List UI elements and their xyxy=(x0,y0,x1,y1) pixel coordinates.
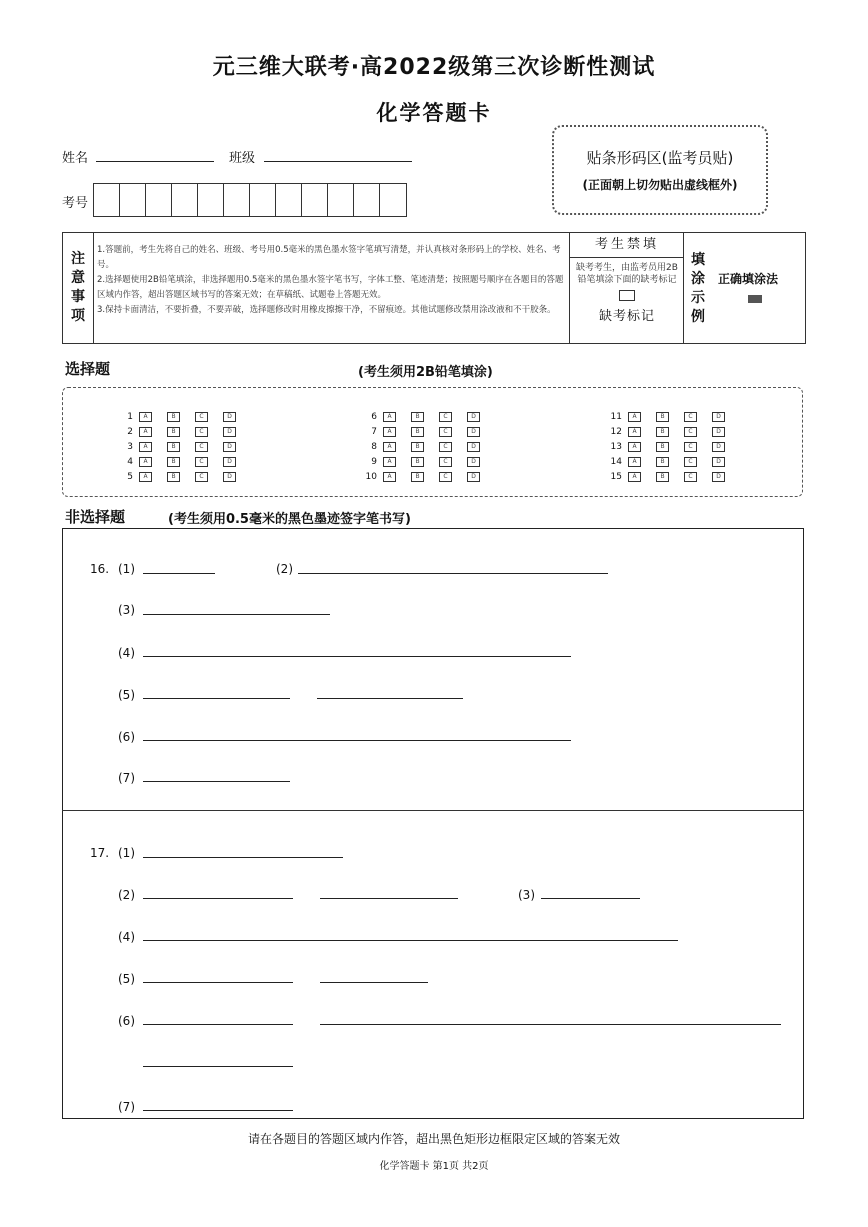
id-digit-box[interactable] xyxy=(302,184,328,216)
mcq-option-bubble[interactable]: D xyxy=(223,442,236,452)
mcq-option-bubble[interactable]: B xyxy=(656,472,669,482)
mcq-option-bubble[interactable]: A xyxy=(628,442,641,452)
mcq-option-bubble[interactable]: B xyxy=(656,457,669,467)
mcq-option-bubble[interactable]: C xyxy=(195,457,208,467)
mcq-question-row xyxy=(602,424,740,439)
mcq-option-bubble[interactable]: A xyxy=(383,442,396,452)
q16-5-answer-line-b[interactable] xyxy=(317,698,463,699)
q17-6-answer-line-b[interactable] xyxy=(320,1024,781,1025)
notice-item: 2.选择题使用2B铅笔填涂，非选择题用0.5毫米的黑色墨水签字笔书写，字体工整、笔迹清楚；按照题号顺序在各题目的答题区域内作答，超出答题区域书写的答案无效；在草稿纸、试题卷上答题无效。 xyxy=(97,275,564,300)
exam-title: 元三维大联考·高2022级第三次诊断性测试 xyxy=(212,55,656,80)
mcq-option-bubble[interactable]: C xyxy=(684,472,697,482)
mcq-option-bubble[interactable]: B xyxy=(167,427,180,437)
mcq-question-row xyxy=(357,409,495,424)
mcq-option-bubble[interactable]: D xyxy=(712,412,725,422)
mcq-option-bubble[interactable]: B xyxy=(411,427,424,437)
mcq-option-bubble[interactable]: B xyxy=(411,472,424,482)
q17-part-label: (2) xyxy=(118,888,135,902)
mcq-option-bubble[interactable]: C xyxy=(195,427,208,437)
mcq-question-number: 4 xyxy=(127,456,133,467)
notice-item: 1.答题前，考生先将自己的姓名、班级、考号用0.5毫米的黑色墨水签字笔填写清楚，并认真核对条形码上的学校、姓名、考号。 xyxy=(97,245,561,270)
mcq-option-bubble[interactable]: D xyxy=(712,442,725,452)
absent-mark-panel xyxy=(569,233,684,343)
mcq-option-bubble[interactable]: B xyxy=(411,442,424,452)
mcq-option-bubble[interactable]: A xyxy=(139,412,152,422)
mcq-option-bubble[interactable]: A xyxy=(628,472,641,482)
mcq-option-bubble[interactable]: A xyxy=(383,472,396,482)
notice-heading: 注 意 事 项 xyxy=(63,233,94,343)
mcq-option-bubble[interactable]: D xyxy=(467,457,480,467)
absent-panel-title: 考生禁填 xyxy=(570,233,684,258)
mcq-option-bubble[interactable]: B xyxy=(411,412,424,422)
q17-part-label: (6) xyxy=(118,1014,135,1028)
mcq-option-bubble[interactable]: C xyxy=(439,412,452,422)
mcq-question-row xyxy=(602,454,740,469)
q16-1-answer-line[interactable] xyxy=(143,573,215,574)
mcq-question-row xyxy=(602,409,740,424)
mcq-option-bubble[interactable]: A xyxy=(383,427,396,437)
filled-bubble-sample xyxy=(748,295,762,303)
barcode-area xyxy=(552,125,768,215)
mcq-question-number: 12 xyxy=(610,426,622,437)
mcq-question-row xyxy=(113,424,251,439)
mcq-question-row xyxy=(357,424,495,439)
id-digit-box[interactable] xyxy=(354,184,380,216)
mcq-question-row xyxy=(357,469,495,484)
barcode-hint: (正面朝上切勿贴出虚线框外) xyxy=(582,178,738,192)
id-digit-box[interactable] xyxy=(94,184,120,216)
free-section-title: 非选择题 xyxy=(65,508,126,526)
mcq-option-bubble[interactable]: A xyxy=(383,457,396,467)
mcq-answer-area xyxy=(62,387,803,497)
free-answer-box xyxy=(62,528,804,1119)
mcq-option-bubble[interactable]: D xyxy=(467,442,480,452)
mcq-question-number: 6 xyxy=(371,411,377,422)
class-label: 班级 xyxy=(229,151,256,166)
q16-part-label: (4) xyxy=(118,646,135,660)
mcq-option-bubble[interactable]: B xyxy=(656,412,669,422)
mcq-option-bubble[interactable]: B xyxy=(167,457,180,467)
page-indicator: 化学答题卡 第1页 共2页 xyxy=(379,1161,489,1172)
mcq-option-bubble[interactable]: D xyxy=(223,472,236,482)
mcq-question-number: 3 xyxy=(127,441,133,452)
mcq-option-bubble[interactable]: D xyxy=(712,457,725,467)
mcq-question-number: 8 xyxy=(371,441,377,452)
mcq-question-number: 5 xyxy=(127,471,133,482)
q16-number: 16. xyxy=(90,562,110,576)
mcq-option-bubble[interactable]: D xyxy=(223,457,236,467)
mcq-option-bubble[interactable]: C xyxy=(439,442,452,452)
question-divider xyxy=(62,810,804,811)
id-label: 考号 xyxy=(62,196,89,211)
mcq-option-bubble[interactable]: D xyxy=(223,427,236,437)
q17-part-label: (1) xyxy=(118,846,135,860)
q17-6-answer-line-a[interactable] xyxy=(143,1024,293,1025)
mcq-option-bubble[interactable]: C xyxy=(439,457,452,467)
q16-part-label: (1) xyxy=(118,562,135,576)
q16-part-label: (5) xyxy=(118,688,135,702)
id-digit-box[interactable] xyxy=(328,184,354,216)
mcq-option-bubble[interactable]: C xyxy=(684,442,697,452)
absent-checkbox[interactable] xyxy=(619,290,635,301)
mcq-option-bubble[interactable]: B xyxy=(656,442,669,452)
absent-panel-instruction: 缺考考生，由监考员用2B铅笔填涂下面的缺考标记 xyxy=(576,263,678,285)
free-section-note: (考生须用0.5毫米的黑色墨迹签字笔书写) xyxy=(168,512,411,527)
mcq-option-bubble[interactable]: B xyxy=(656,427,669,437)
q17-5-answer-line-b[interactable] xyxy=(320,982,428,983)
q16-part-label: (3) xyxy=(118,603,135,617)
mcq-option-bubble[interactable]: D xyxy=(712,427,725,437)
mcq-option-bubble[interactable]: D xyxy=(712,472,725,482)
q17-1-answer-line[interactable] xyxy=(143,857,343,858)
mcq-question-number: 2 xyxy=(127,426,133,437)
id-digit-box[interactable] xyxy=(198,184,224,216)
mcq-option-bubble[interactable]: B xyxy=(167,442,180,452)
fill-example-heading: 填 涂 示 例 xyxy=(691,252,705,325)
mcq-section-note: (考生须用2B铅笔填涂) xyxy=(358,365,493,380)
mcq-option-bubble[interactable]: C xyxy=(684,412,697,422)
mcq-option-bubble[interactable]: A xyxy=(139,427,152,437)
q16-2-answer-line[interactable] xyxy=(298,573,608,574)
id-digit-box[interactable] xyxy=(276,184,302,216)
mcq-option-bubble[interactable]: A xyxy=(139,472,152,482)
q16-part-label: (7) xyxy=(118,771,135,785)
mcq-option-bubble[interactable]: C xyxy=(195,472,208,482)
class-field[interactable] xyxy=(264,160,412,162)
mcq-question-number: 9 xyxy=(371,456,377,467)
q17-number: 17. xyxy=(90,846,110,860)
mcq-option-bubble[interactable]: C xyxy=(684,457,697,467)
q17-3-answer-line[interactable] xyxy=(541,898,640,899)
mcq-option-bubble[interactable]: D xyxy=(467,412,480,422)
id-digit-box[interactable] xyxy=(224,184,250,216)
barcode-label: 贴条形码区(监考员贴) xyxy=(586,149,734,167)
mcq-question-number: 1 xyxy=(127,411,133,422)
q17-part-label: (3) xyxy=(518,888,535,902)
q16-6-answer-line[interactable] xyxy=(143,740,571,741)
mcq-option-bubble[interactable]: B xyxy=(167,472,180,482)
answer-area-warning: 请在各题目的答题区域内作答，超出黑色矩形边框限定区域的答案无效 xyxy=(247,1132,620,1146)
id-digit-box[interactable] xyxy=(172,184,198,216)
mcq-option-bubble[interactable]: C xyxy=(684,427,697,437)
mcq-option-bubble[interactable]: C xyxy=(439,472,452,482)
mcq-option-bubble[interactable]: A xyxy=(139,442,152,452)
mcq-option-bubble[interactable]: D xyxy=(467,472,480,482)
id-digit-box[interactable] xyxy=(380,184,406,216)
mcq-option-bubble[interactable]: C xyxy=(195,412,208,422)
mcq-option-bubble[interactable]: D xyxy=(223,412,236,422)
mcq-question-row xyxy=(113,409,251,424)
mcq-question-number: 10 xyxy=(365,471,377,482)
mcq-option-bubble[interactable]: B xyxy=(167,412,180,422)
q17-part-label: (5) xyxy=(118,972,135,986)
mcq-question-row xyxy=(602,439,740,454)
mcq-option-bubble[interactable]: A xyxy=(628,457,641,467)
mcq-option-bubble[interactable]: B xyxy=(411,457,424,467)
mcq-option-bubble[interactable]: A xyxy=(628,427,641,437)
mcq-option-bubble[interactable]: A xyxy=(383,412,396,422)
notice-text xyxy=(97,243,567,318)
name-label: 姓名 xyxy=(62,151,89,166)
q17-part-label: (4) xyxy=(118,930,135,944)
mcq-question-number: 15 xyxy=(610,471,622,482)
notice-block xyxy=(62,232,806,344)
mcq-question-row xyxy=(357,439,495,454)
q17-part-label: (7) xyxy=(118,1100,135,1114)
mcq-question-number: 13 xyxy=(610,441,622,452)
mcq-question-number: 7 xyxy=(371,426,377,437)
fill-example-panel xyxy=(683,233,806,343)
id-number-boxes[interactable] xyxy=(93,183,407,217)
q17-7-answer-line[interactable] xyxy=(143,1110,293,1111)
id-digit-box[interactable] xyxy=(120,184,146,216)
q17-2-answer-line-b[interactable] xyxy=(320,898,458,899)
mcq-question-row xyxy=(113,469,251,484)
q17-4-answer-line[interactable] xyxy=(143,940,678,941)
name-field[interactable] xyxy=(96,160,214,162)
id-digit-box[interactable] xyxy=(250,184,276,216)
q16-part-label: (2) xyxy=(276,562,293,576)
notice-item: 3.保持卡面清洁，不要折叠，不要弄破，选择题修改时用橡皮擦擦干净，不留痕迹。其他试题修改禁用涂改液和不干胶条。 xyxy=(97,305,556,315)
q17-2-answer-line-a[interactable] xyxy=(143,898,293,899)
q16-7-answer-line[interactable] xyxy=(143,781,290,782)
mcq-question-row xyxy=(357,454,495,469)
q17-5-answer-line-a[interactable] xyxy=(143,982,293,983)
q17-6-answer-line-c[interactable] xyxy=(143,1066,293,1067)
id-digit-box[interactable] xyxy=(146,184,172,216)
mcq-option-bubble[interactable]: C xyxy=(439,427,452,437)
mcq-question-number: 14 xyxy=(610,456,622,467)
mcq-question-number: 11 xyxy=(610,411,622,422)
mcq-question-row xyxy=(602,469,740,484)
absent-mark-label: 缺考标记 xyxy=(598,309,655,324)
mcq-option-bubble[interactable]: A xyxy=(139,457,152,467)
q16-part-label: (6) xyxy=(118,730,135,744)
q16-4-answer-line[interactable] xyxy=(143,656,571,657)
mcq-option-bubble[interactable]: A xyxy=(628,412,641,422)
fill-example-label: 正确填涂法 xyxy=(718,272,779,286)
mcq-section-title: 选择题 xyxy=(65,360,111,378)
mcq-option-bubble[interactable]: D xyxy=(467,427,480,437)
q16-3-answer-line[interactable] xyxy=(143,614,330,615)
mcq-question-row xyxy=(113,454,251,469)
mcq-option-bubble[interactable]: C xyxy=(195,442,208,452)
mcq-question-row xyxy=(113,439,251,454)
card-title: 化学答题卡 xyxy=(376,101,492,125)
q16-5-answer-line-a[interactable] xyxy=(143,698,290,699)
